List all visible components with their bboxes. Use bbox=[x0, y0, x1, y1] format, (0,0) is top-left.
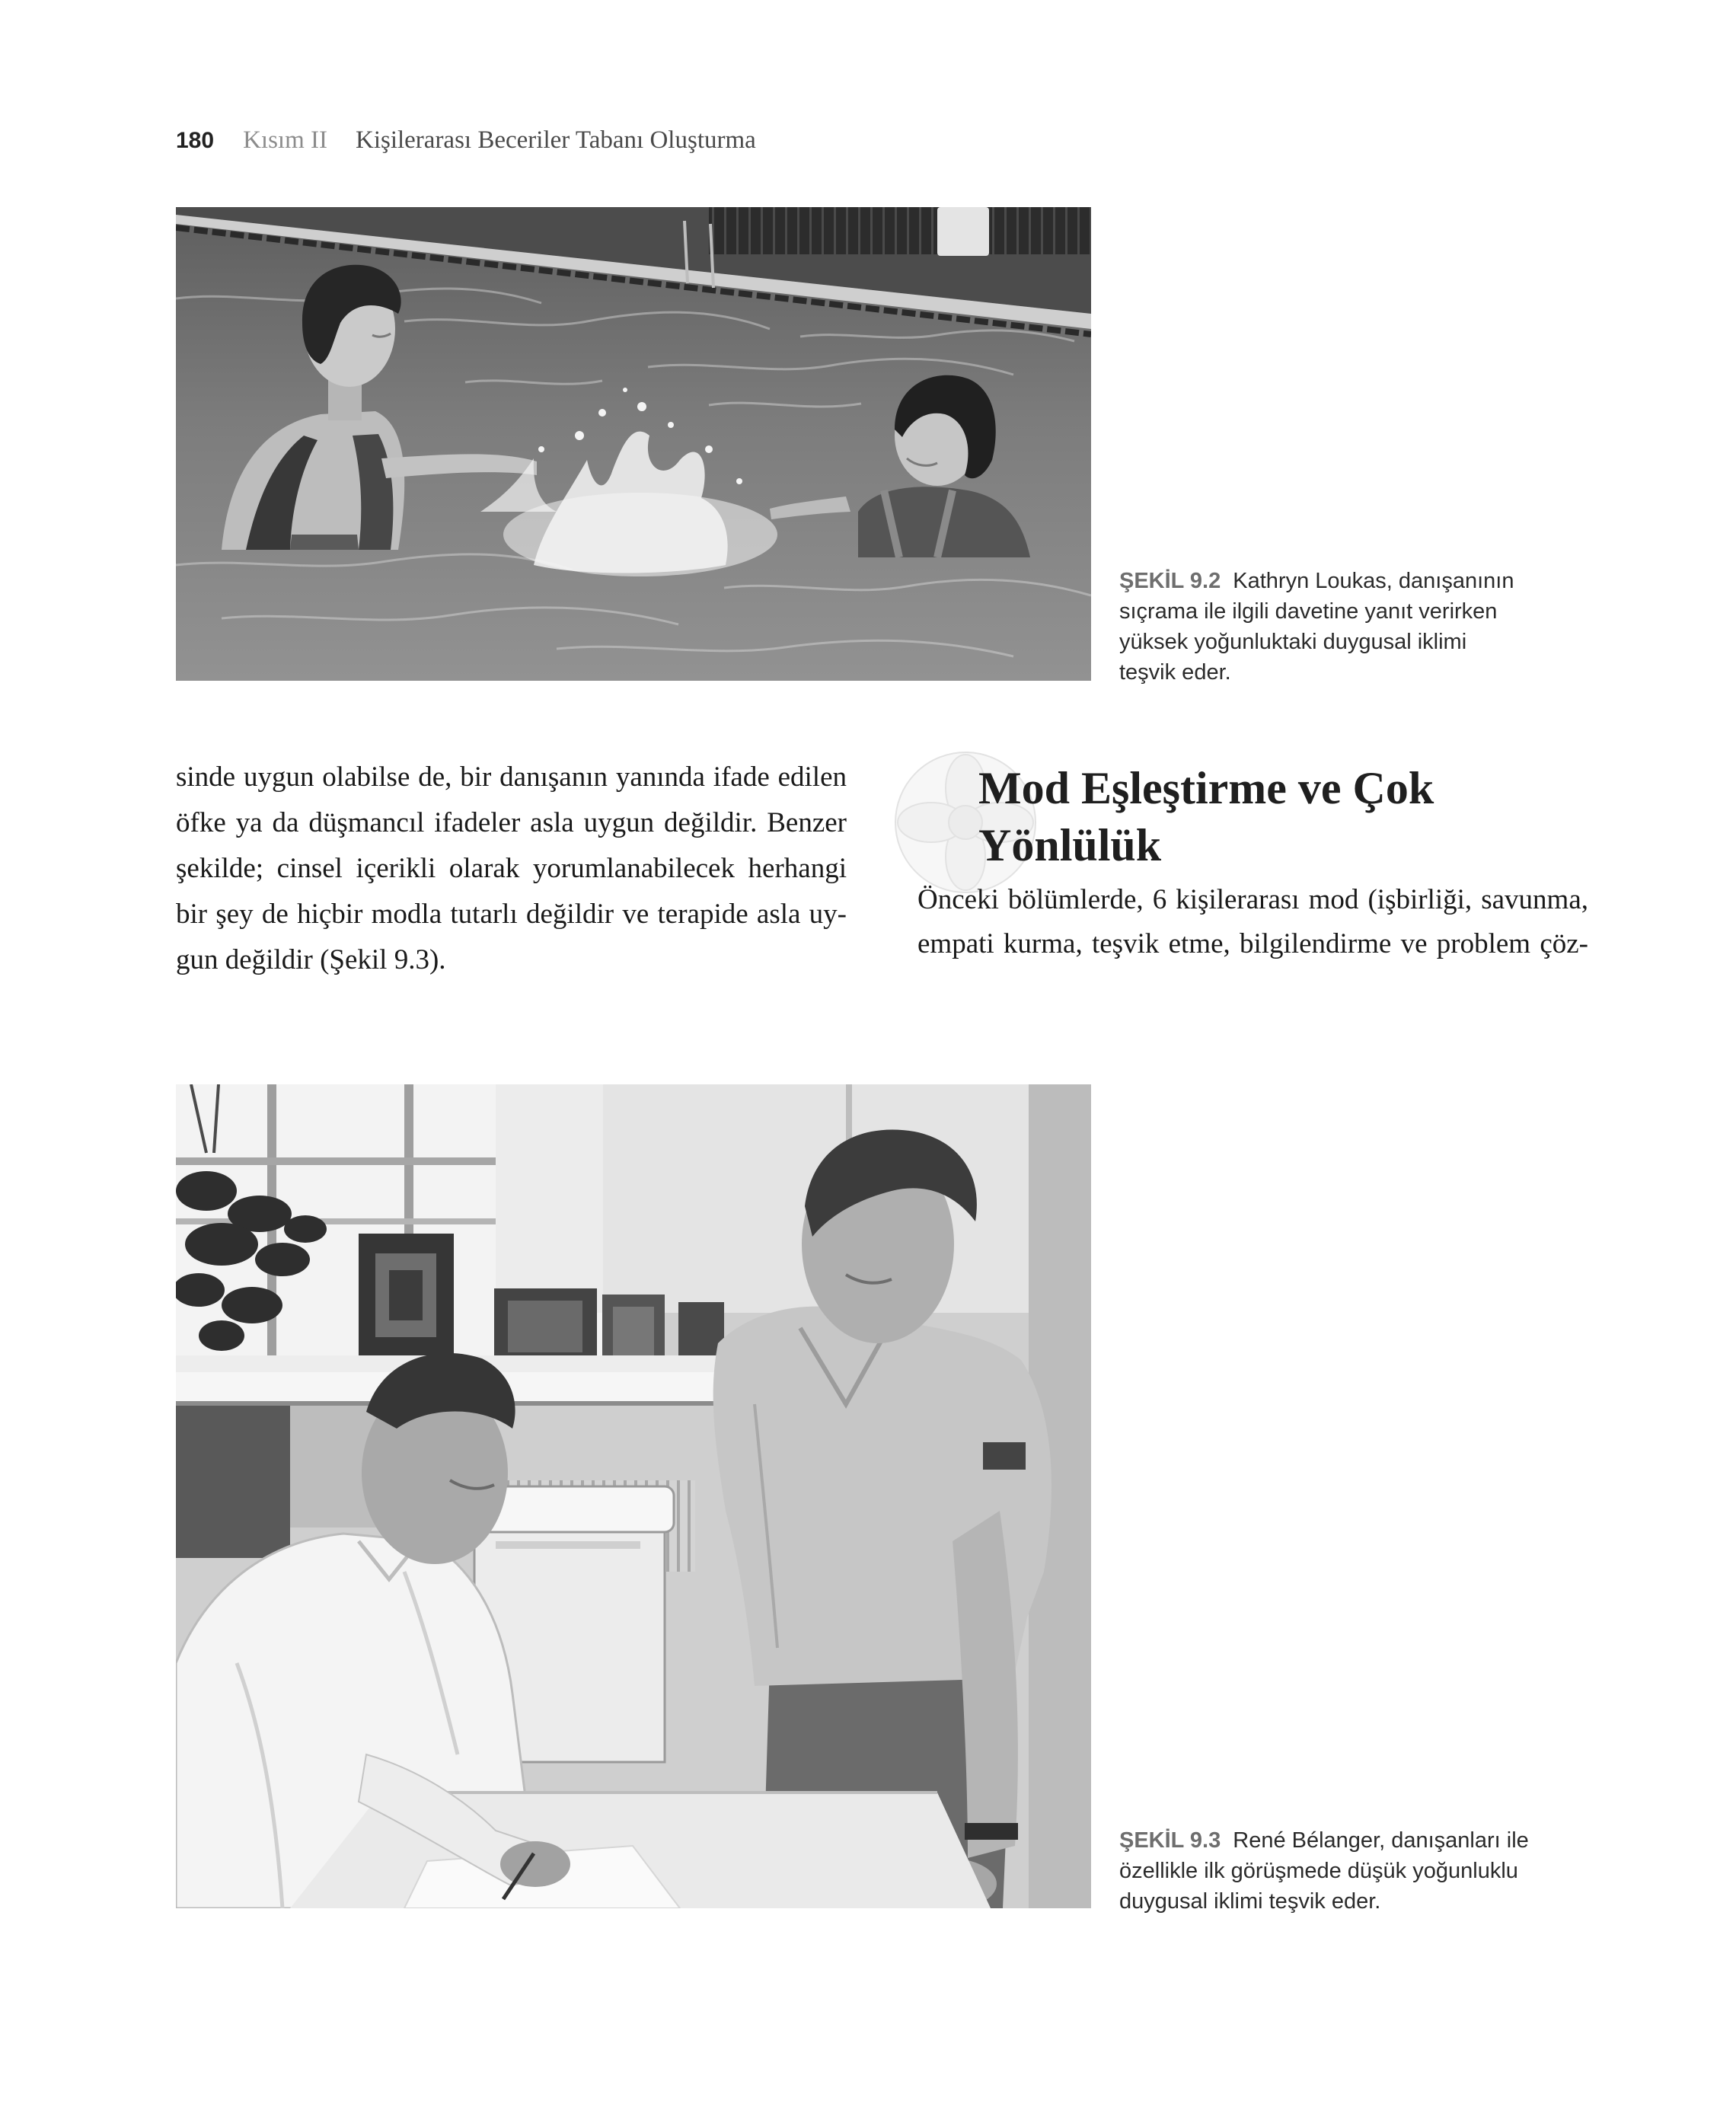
caption-text: René Bélanger, danışanları ile bbox=[1233, 1828, 1529, 1853]
running-header bbox=[176, 126, 756, 155]
caption-line: özellikle ilk görüşmede düşük yoğunluklu bbox=[1119, 1859, 1518, 1883]
figure-9-2-caption bbox=[1119, 566, 1607, 688]
heading-line: Mod Eşleştirme ve Çok bbox=[978, 763, 1434, 813]
figure-label: ŞEKİL 9.3 bbox=[1119, 1828, 1221, 1853]
office-photo-image bbox=[176, 1084, 1091, 1908]
text-line: öfke ya da düşmancıl ifadeler asla uygun değildir. Benzer bbox=[176, 807, 847, 838]
caption-line bbox=[1119, 566, 1607, 596]
part-title: Kişilerarası Beceriler Tabanı Oluşturma bbox=[355, 126, 756, 154]
text-line: gun değildir (Şekil 9.3). bbox=[176, 944, 446, 975]
section-heading bbox=[978, 760, 1434, 874]
pool-photo-image bbox=[176, 207, 1091, 681]
text-line: Önceki bölümlerde, 6 kişilerarası mod (işbirliği, savunma, bbox=[917, 884, 1588, 915]
caption-line: yüksek yoğunluktaki duygusal iklimi bbox=[1119, 630, 1467, 654]
figure-9-2-photo bbox=[176, 207, 1091, 681]
text-line: şekilde; cinsel içerikli olarak yorumlanabilecek herhangi bbox=[176, 853, 847, 884]
text-line: sinde uygun olabilse de, bir danışanın yanında ifade edilen bbox=[176, 761, 847, 793]
figure-9-3-photo bbox=[176, 1084, 1091, 1908]
left-column-paragraph bbox=[176, 755, 847, 983]
section-paragraph bbox=[917, 878, 1588, 966]
figure-label: ŞEKİL 9.2 bbox=[1119, 569, 1221, 593]
caption-line: duygusal iklimi teşvik eder. bbox=[1119, 1889, 1381, 1914]
part-label: Kısım II bbox=[243, 126, 327, 154]
figure-9-3-caption bbox=[1119, 1825, 1607, 1917]
text-line: bir şey de hiçbir modla tutarlı değildir ve terapide asla uy- bbox=[176, 899, 847, 930]
caption-line bbox=[1119, 1825, 1607, 1856]
caption-text: Kathryn Loukas, danışanının bbox=[1233, 569, 1514, 593]
caption-line: teşvik eder. bbox=[1119, 660, 1231, 685]
caption-line: sıçrama ile ilgili davetine yanıt verirken bbox=[1119, 599, 1498, 624]
heading-line: Yönlülük bbox=[978, 820, 1162, 870]
page-number: 180 bbox=[176, 128, 215, 153]
text-line: empati kurma, teşvik etme, bilgilendirme ve problem çöz- bbox=[917, 928, 1588, 959]
